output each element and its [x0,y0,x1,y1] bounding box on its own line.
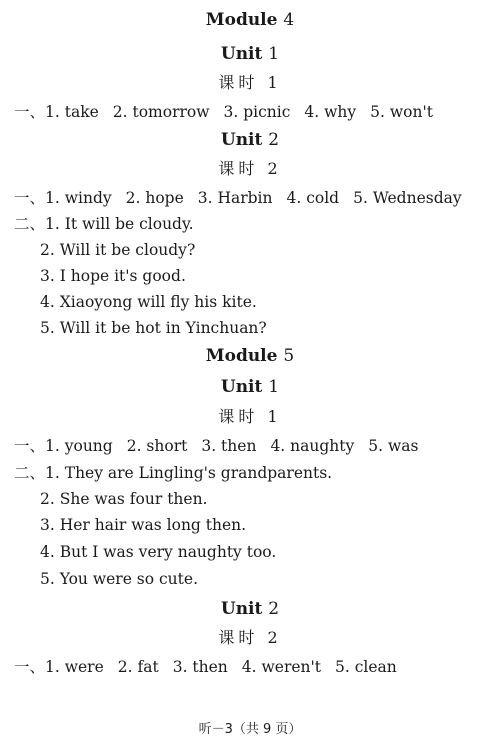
section-marker: 一、 [14,103,46,121]
answer-item: 2. fat [117,658,159,676]
answer-item: 3. then [172,658,228,676]
answer-sentence: 2. She was four then. [40,490,208,508]
m4-u2-section-1 [14,188,462,208]
answer-sentence: 3. Her hair was long then. [40,516,247,534]
answer-sentence: 5. Will it be hot in Yinchuan? [40,319,267,337]
answer-item: 1. were [45,658,104,676]
answer-item: 4. weren't [241,658,322,676]
answer-sentence: 4. Xiaoyong will fly his kite. [40,293,257,311]
answer-item: 2. hope [125,189,184,207]
answer-item: 2. short [126,437,188,455]
answer-item: 4. cold [286,189,340,207]
module-4-unit-2-lesson: 课时 2 [218,159,282,178]
m5-u1-section-1 [14,436,418,456]
module-5-unit-2-lesson: 课时 2 [218,628,282,647]
module-4-unit-1-lesson: 课时 1 [218,73,282,92]
m4-u1-section-1 [14,102,433,122]
answer-sentence: 4. But I was very naughty too. [40,543,277,561]
answer-item: 1. windy [45,189,112,207]
m5-u2-section-1 [14,657,397,677]
answer-sentence: 2. Will it be cloudy? [40,241,196,259]
page-footer: 听－3（共 9 页） [198,722,302,737]
answer-item: 4. naughty [270,437,355,455]
module-5-title: Module 5 [205,346,295,366]
answer-item: 1. take [45,103,99,121]
module-4-unit-1-title: Unit 1 [220,44,280,64]
answer-item: 4. why [304,103,357,121]
module-5-unit-1-title: Unit 1 [220,377,280,397]
answer-sentence: 1. It will be cloudy. [45,215,194,233]
section-marker: 一、 [14,189,46,207]
answer-item: 5. clean [335,658,397,676]
answer-item: 2. tomorrow [112,103,210,121]
answer-item: 3. picnic [223,103,291,121]
module-5-unit-2-title: Unit 2 [220,599,280,619]
m4-u2-section-2-line-1 [14,214,194,234]
answer-item: 1. young [45,437,113,455]
answer-sentence: 5. You were so cute. [40,570,198,588]
section-marker: 一、 [14,437,46,455]
m5-u1-section-2-line-1 [14,463,332,483]
module-4-unit-2-title: Unit 2 [220,130,280,150]
module-4-title: Module 4 [205,10,295,30]
answer-item: 5. was [368,437,419,455]
section-marker: 一、 [14,658,46,676]
answer-sentence: 1. They are Lingling's grandparents. [45,464,333,482]
section-marker: 二、 [14,464,46,482]
answer-item: 3. Harbin [197,189,273,207]
answer-sentence: 3. I hope it's good. [40,267,186,285]
answer-item: 5. won't [370,103,433,121]
module-5-unit-1-lesson: 课时 1 [218,407,282,426]
section-marker: 二、 [14,215,46,233]
answer-item: 5. Wednesday [353,189,462,207]
answer-item: 3. then [201,437,257,455]
